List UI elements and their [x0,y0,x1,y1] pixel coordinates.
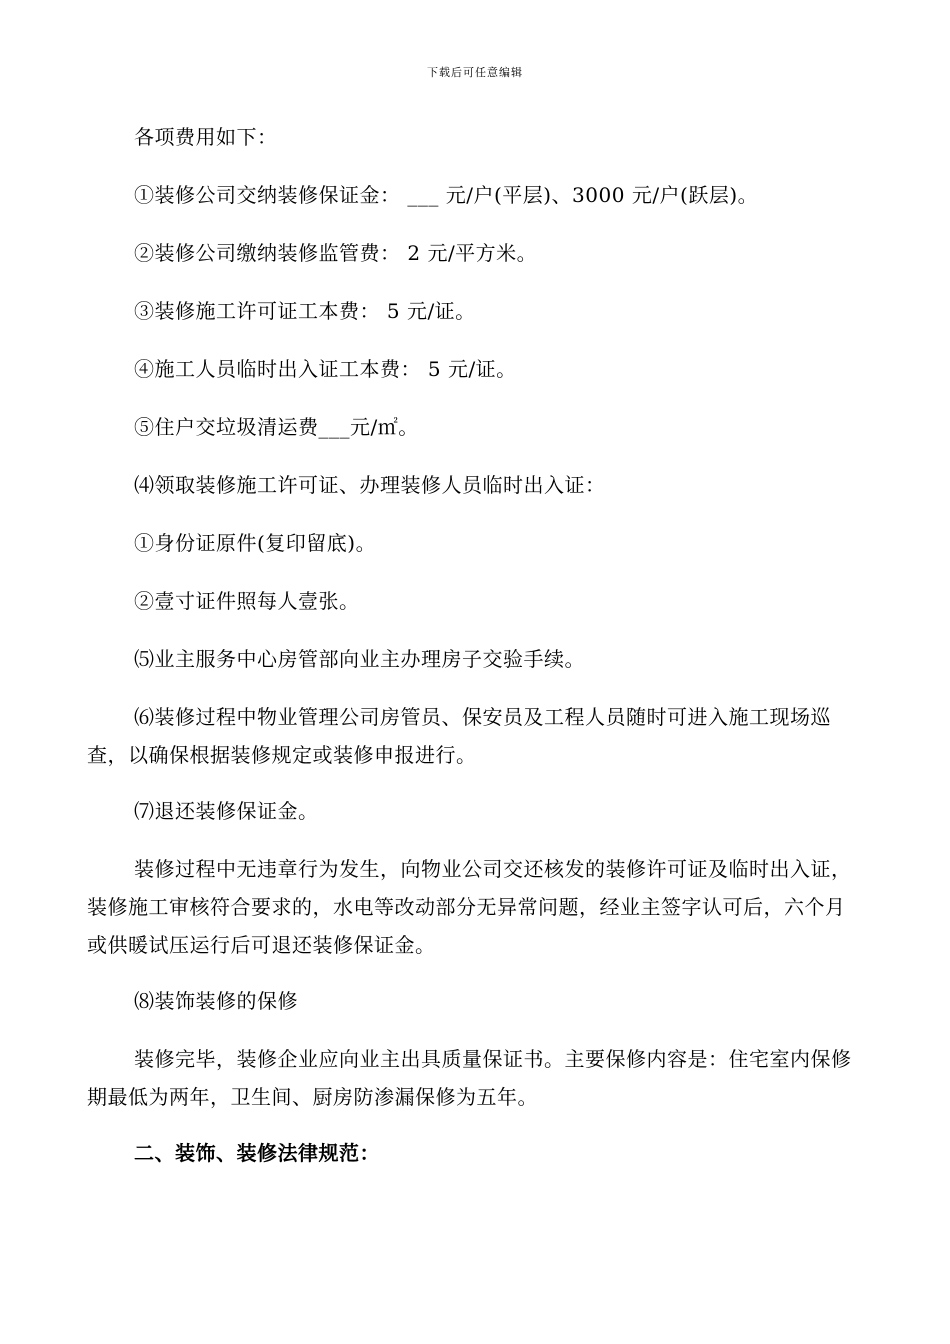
paragraph-fee-pass: ④施工人员临时出入证工本费： 5 元/证。 [134,357,517,381]
paragraph-fee-permit: ③装修施工许可证工本费： 5 元/证。 [134,299,476,323]
paragraph-warranty: 装修完毕，装修企业应向业主出具质量保证书。主要保修内容是：住宅室内保修期最低为两年，卫生间、厨房防渗漏保修为五年。 [87,1047,852,1109]
header-note: 下载后可任意编辑 [427,66,523,79]
paragraph-step-5: ⑸业主服务中心房管部向业主办理房子交验手续。 [134,647,585,671]
paragraph-step-6: ⑹装修过程中物业管理公司房管员、保安员及工程人员随时可进入施工现场巡查，以确保根据装修规定或装修申报进行。 [87,705,831,767]
paragraph-refund-conditions: 装修过程中无违章行为发生，向物业公司交还核发的装修许可证及临时出入证，装修施工审核符合要求的，水电等改动部分无异常问题，经业主签字认可后，六个月或供暖试压运行后可退还装修保证金。 [87,857,852,957]
paragraph-step-4: ⑷领取装修施工许可证、办理装修人员临时出入证： [134,473,606,497]
paragraph-step-7: ⑺退还装修保证金。 [134,799,319,823]
paragraph-fee-supervision: ②装修公司缴纳装修监管费： 2 元/平方米。 [134,241,538,265]
paragraph-fee-deposit: ①装修公司交纳装修保证金： ___ 元/户(平层)、3000 元/户(跃层)。 [134,183,759,207]
paragraph-fee-garbage: ⑤住户交垃圾清运费___元/㎡。 [134,415,419,439]
document-body [87,118,857,1192]
paragraph-id-card: ①身份证原件(复印留底)。 [134,531,377,555]
paragraph-step-8: ⑻装饰装修的保修 [134,989,298,1013]
paragraph-fees-intro: 各项费用如下： [134,125,278,149]
section-heading-legal: 二、装饰、装修法律规范： [134,1141,380,1165]
paragraph-photo: ②壹寸证件照每人壹张。 [134,589,360,613]
